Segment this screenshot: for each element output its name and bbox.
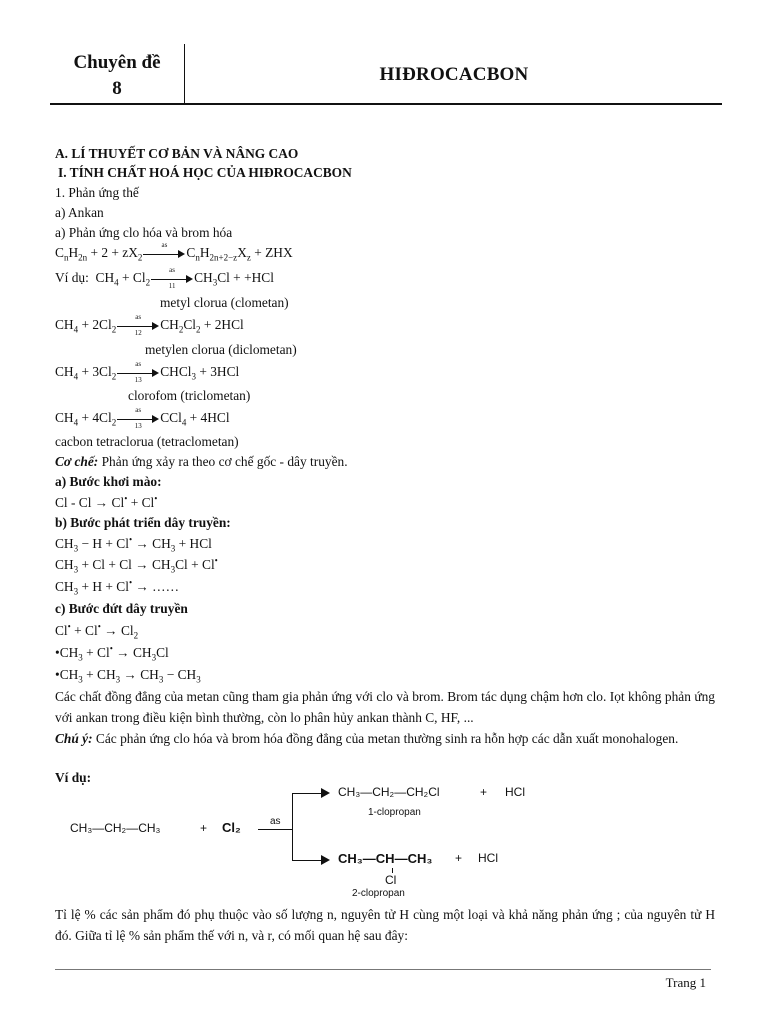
mechanism-label: Cơ chế: <box>55 454 99 469</box>
reaction-arrow: as 13 <box>117 412 159 426</box>
product-name-1: metyl clorua (clometan) <box>160 295 289 310</box>
example-eq2: $CH_4 + 2Cl_2$ as 12 $CH_2Cl_2 + 2HCl$ <box>55 312 244 337</box>
reactant-propane: CH₃—CH₂—CH₃ <box>70 821 161 835</box>
branch-top-arrowhead <box>321 788 330 798</box>
mechanism-line <box>55 454 348 470</box>
topic-line1: Chuyên đề <box>73 52 161 73</box>
paragraph-homologs: Các chất đồng đẳng của metan cũng tham gia phản ứng với clo và brom. Brom tác dụng chậm hơn clo. Iọt không phản ứng với ankan trong điều kiện bình thường, còn lo phân hủy ankan thành C, HF, ... <box>55 689 715 725</box>
reactant-chlorine: Cl₂ <box>222 820 241 835</box>
example-eq4: $CH_4 + 4Cl_2$ as 13 CCl$_4$ + 4HCl <box>55 405 230 430</box>
example-label-2: Ví dụ: <box>55 770 92 785</box>
reaction-arrow: as <box>143 247 185 261</box>
branch-vertical <box>292 793 293 860</box>
reactant-plus: + <box>200 821 208 835</box>
step-termination: c) Bước đứt dây truyền <box>55 601 188 616</box>
footer-rule <box>55 969 711 970</box>
propagation-eq2: $CH_3 + Cl + Cl \to CH_3Cl + Cl^•$ <box>55 555 218 575</box>
step-initiation: a) Bước khơi mào: <box>55 474 162 489</box>
note-text: Các phản ứng clo hóa và brom hóa đồng đẳng của metan thường sinh ra hỗn hợp các dẫn xuất monohalogen. <box>92 731 679 746</box>
section-i-heading: I. TÍNH CHẤT HOÁ HỌC CỦA HIĐROCACBON <box>58 165 352 180</box>
reaction-arrow: as 11 <box>151 272 193 286</box>
termination-eq1: $Cl^• + Cl^• \to Cl_2$ <box>55 621 139 641</box>
product-name-2: metylen clorua (diclometan) <box>145 342 297 357</box>
topic-number: 8 <box>112 78 122 99</box>
page-title: HIĐROCACBON <box>379 64 529 85</box>
product-1-hcl: HCl <box>505 785 525 799</box>
product-2-plus: + <box>455 851 463 865</box>
reaction-arrow: as 12 <box>117 319 159 333</box>
condition-light: as <box>270 816 281 827</box>
halogenation-heading: a) Phản ứng clo hóa và brom hóa <box>55 225 233 240</box>
product-2-formula: CH₃—CH—CH₃ <box>338 851 433 866</box>
step-propagation: b) Bước phát triển dây truyền: <box>55 515 231 530</box>
general-equation: $C_nH_{2n} + 2 + zX_2$ as $C_nH_{2n+2-z}X_z$ + ZHX <box>55 240 293 263</box>
mechanism-text: Phản ứng xảy ra theo cơ chế gốc - dây truyền. <box>98 454 348 469</box>
example-eq1: Ví dụ: $CH_4 + Cl_2$ as 11 $CH_3Cl + +HCl$ <box>55 265 274 290</box>
product-1-formula: CH₃—CH₂—CH₂Cl <box>338 785 440 799</box>
header-rule <box>50 103 722 105</box>
paragraph-ratio: Tỉ lệ % các sản phẩm đó phụ thuộc vào số lượng n, nguyên tử H cùng một loại và khả năng phản ứng ; của nguyên tử H đó. Giữa tỉ lệ % sản phẩm thế với n, và r, có mối quan hệ sau đây: <box>55 907 715 943</box>
note-paragraph <box>55 728 715 749</box>
page-number: Trang 1 <box>665 975 706 990</box>
product-2-name: 2-clopropan <box>352 888 405 899</box>
propagation-eq3: $CH_3 + H + Cl^•$ → …… <box>55 577 179 597</box>
note-label: Chú ý: <box>55 731 93 746</box>
initiation-eq: Cl - Cl → Cl• + Cl• <box>55 493 158 510</box>
termination-eq3: $•CH_3 + CH_3 \to CH_3 - CH_3$ <box>55 667 201 685</box>
branch-bottom-arrowhead <box>321 855 330 865</box>
reaction-arrow: as 13 <box>117 366 159 380</box>
branch-stem <box>258 829 292 830</box>
branch-top-line <box>292 793 322 794</box>
example-label: Ví dụ: <box>55 270 89 285</box>
branch-bottom-line <box>292 860 322 861</box>
topic-label <box>50 50 184 102</box>
section-a-heading: A. LÍ THUYẾT CƠ BẢN VÀ NÂNG CAO <box>55 146 299 161</box>
example-eq3: $CH_4 + 3Cl_2$ as 13 CHCl$_3$ + 3HCl <box>55 359 240 384</box>
ankan-heading: a) Ankan <box>55 205 104 220</box>
product-1-plus: + <box>480 785 488 799</box>
propagation-eq1: $CH_3 - H + Cl^• \to CH_3$ + HCl <box>55 534 212 554</box>
subsection-heading: 1. Phản ứng thế <box>55 185 139 200</box>
product-name-3: clorofom (triclometan) <box>128 388 251 403</box>
product-name-4: cacbon tetraclorua (tetraclometan) <box>55 434 239 449</box>
product-2-hcl: HCl <box>478 851 498 865</box>
product-1-name: 1-clopropan <box>368 807 421 818</box>
propane-chlorination-scheme <box>50 776 722 906</box>
product-2-substituent: Cl <box>385 873 397 887</box>
header-divider <box>184 44 185 104</box>
page-header <box>50 44 722 106</box>
termination-eq2: $•CH_3 + Cl^• \to CH_3Cl$ <box>55 643 169 663</box>
